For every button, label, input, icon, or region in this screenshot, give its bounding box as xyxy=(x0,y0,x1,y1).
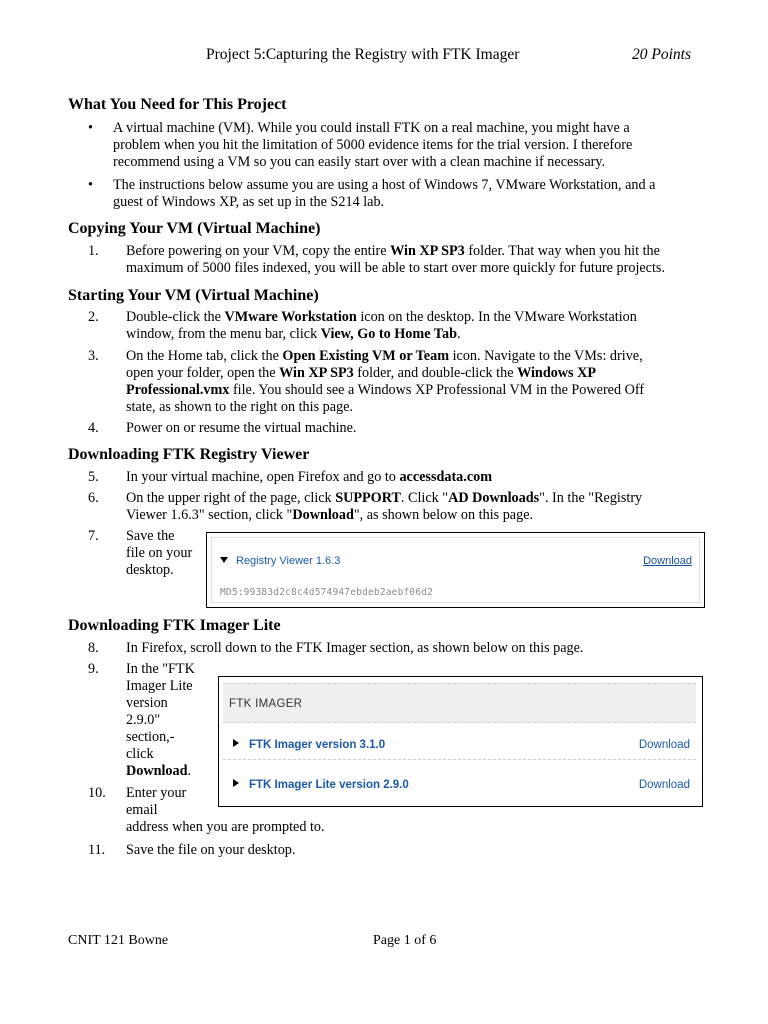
step-emphasis: Professional.vmx xyxy=(126,382,230,398)
step-text: Before powering on your VM, copy the entire xyxy=(126,243,391,259)
step-text: Enter your xyxy=(126,785,187,801)
step-emphasis: AD Downloads xyxy=(448,490,540,506)
step-text: maximum of 5000 files indexed, you will be able to start over more quickly for future projects. xyxy=(126,260,665,276)
expand-triangle-icon xyxy=(233,739,239,747)
document-title: Project 5:Capturing the Registry with FTK Imager xyxy=(206,46,520,63)
section-heading-imager: Downloading FTK Imager Lite xyxy=(68,617,281,634)
footer-page-number: Page 1 of 6 xyxy=(373,933,437,948)
step-text: state, as shown to the right on this page. xyxy=(126,399,353,415)
section-heading-need: What You Need for This Project xyxy=(68,96,287,113)
step-text: icon on the desktop. In the VMware Workstation xyxy=(356,309,637,325)
step-emphasis: Open Existing VM or Team xyxy=(282,348,450,364)
step-text: window, from the menu bar, click xyxy=(126,326,321,342)
step-text: In your virtual machine, open Firefox and go to xyxy=(126,469,400,485)
step-text: open your folder, open the xyxy=(126,365,280,381)
step-text: 2.9.0" xyxy=(126,712,161,728)
step-text: . xyxy=(456,326,461,342)
page-header xyxy=(0,46,768,66)
ftk-imager-row xyxy=(223,729,696,760)
bullet-dot: • xyxy=(88,120,93,136)
step-text: Save the xyxy=(126,528,175,544)
step-text: Save the file on your desktop. xyxy=(126,842,296,858)
step-text: ", as shown below on this page. xyxy=(353,507,534,523)
ftk-imager-lite-download-link: Download xyxy=(638,779,690,791)
step-emphasis: Go to Home Tab xyxy=(357,326,457,342)
step-text: icon. Navigate to the VMs: drive, xyxy=(449,348,643,364)
bullet-line: The instructions below assume you are using a host of Windows 7, VMware Workstation, and a xyxy=(113,177,656,193)
bullet-dot: • xyxy=(88,177,93,193)
step-emphasis: accessdata.com xyxy=(399,469,493,485)
step-text: . xyxy=(187,763,192,779)
step-emphasis: Download xyxy=(292,507,354,523)
step-text: file. You should see a Windows XP Professional VM in the Powered Off xyxy=(229,382,645,398)
step-number: 7. xyxy=(88,528,99,544)
step-text: . Click " xyxy=(400,490,449,506)
step-number: 11. xyxy=(88,842,106,858)
step-emphasis: Win XP SP3 xyxy=(390,243,465,259)
step-number: 2. xyxy=(88,309,99,325)
md5-hash: MD5:99383d2c8c4d574947ebdeb2aebf06d2 xyxy=(220,587,434,598)
ftk-imager-heading: FTK IMAGER xyxy=(229,698,303,710)
ftk-imager-download-link: Download xyxy=(638,739,690,751)
ftk-imager-screenshot xyxy=(218,676,703,807)
step-text: folder. That way when you hit the xyxy=(464,243,660,259)
step-number: 3. xyxy=(88,348,99,364)
step-text: On the Home tab, click the xyxy=(126,348,283,364)
step-text: Double-click the xyxy=(126,309,225,325)
step-emphasis: VMware Workstation xyxy=(224,309,357,325)
step-emphasis: , xyxy=(350,326,358,342)
registry-viewer-screenshot xyxy=(206,532,705,608)
step-number: 6. xyxy=(88,490,99,506)
step-emphasis: SUPPORT xyxy=(335,490,401,506)
step-emphasis: Win XP SP3 xyxy=(279,365,354,381)
ftk-imager-row xyxy=(223,769,696,799)
step-emphasis: Windows XP xyxy=(517,365,597,381)
bullet-line: recommend using a VM so you can easily start over with a clean machine if necessary. xyxy=(113,154,606,170)
step-number: 10. xyxy=(88,785,106,801)
step-number: 4. xyxy=(88,420,99,436)
step-number: 9. xyxy=(88,661,99,677)
step-emphasis: Download xyxy=(126,763,188,779)
points-label: 20 Points xyxy=(632,46,691,63)
step-text: file on your xyxy=(126,545,193,561)
registry-viewer-panel xyxy=(211,537,700,603)
step-text: version xyxy=(126,695,168,711)
section-heading-copying: Copying Your VM (Virtual Machine) xyxy=(68,220,321,237)
step-text: On the upper right of the page, click xyxy=(126,490,336,506)
step-text: email xyxy=(126,802,158,818)
step-text: address when you are prompted to. xyxy=(126,819,325,835)
step-text: click xyxy=(126,746,154,762)
step-text: desktop. xyxy=(126,562,174,578)
registry-viewer-title: Registry Viewer 1.6.3 xyxy=(236,555,341,567)
step-number: 5. xyxy=(88,469,99,485)
step-text: In the "FTK xyxy=(126,661,195,677)
footer-course: CNIT 121 Bowne xyxy=(68,933,169,948)
step-text: Viewer 1.6.3" section, click " xyxy=(126,507,293,523)
step-text: ". In the "Registry xyxy=(539,490,643,506)
step-emphasis: View xyxy=(320,326,351,342)
registry-viewer-row xyxy=(220,552,692,568)
bullet-line: guest of Windows XP, as set up in the S214 lab. xyxy=(113,194,385,210)
ftk-imager-header xyxy=(223,683,696,723)
step-text: Power on or resume the virtual machine. xyxy=(126,420,357,436)
bullet-line: problem when you hit the limitation of 5000 evidence items for the trial version. I therefore xyxy=(113,137,633,153)
step-text: section,- xyxy=(126,729,175,745)
step-text: Imager Lite xyxy=(126,678,193,694)
section-heading-starting: Starting Your VM (Virtual Machine) xyxy=(68,287,319,304)
ftk-imager-version-name: FTK Imager version 3.1.0 xyxy=(249,739,386,751)
step-text: In Firefox, scroll down to the FTK Imager section, as shown below on this page. xyxy=(126,640,584,656)
section-heading-registry: Downloading FTK Registry Viewer xyxy=(68,446,310,463)
step-text: folder, and double-click the xyxy=(353,365,518,381)
step-number: 8. xyxy=(88,640,99,656)
ftk-imager-lite-version-name: FTK Imager Lite version 2.9.0 xyxy=(249,779,409,791)
registry-viewer-download-link: Download xyxy=(643,555,692,567)
expand-triangle-icon xyxy=(220,557,228,563)
step-number: 1. xyxy=(88,243,99,259)
expand-triangle-icon xyxy=(233,779,239,787)
bullet-line: A virtual machine (VM). While you could install FTK on a real machine, you might have a xyxy=(113,120,630,136)
